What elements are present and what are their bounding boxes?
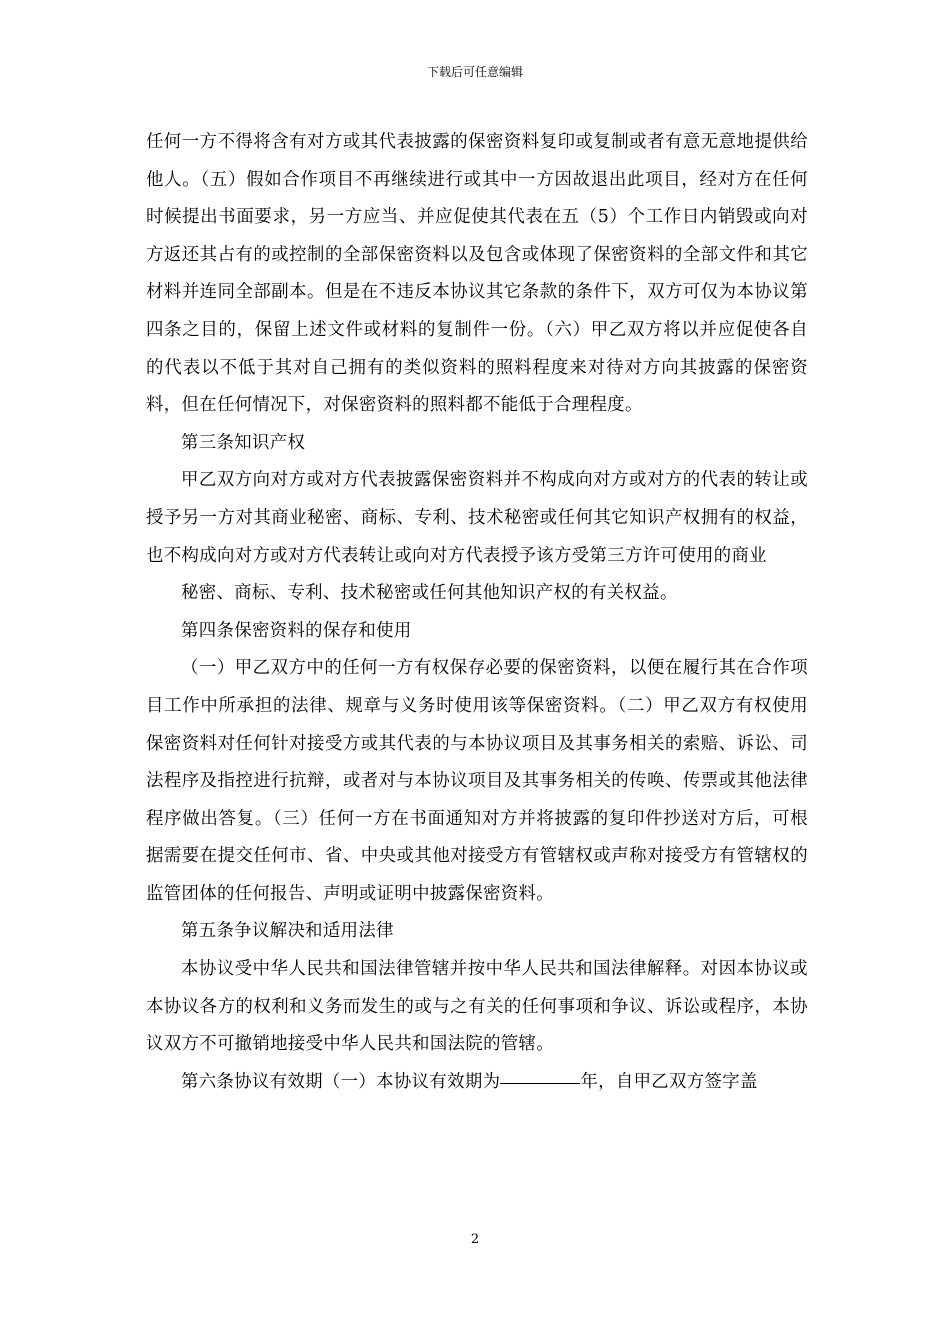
term-text-before: 第六条协议有效期（一）本协议有效期为 (181, 1071, 501, 1092)
page-header: 下载后可任意编辑 (426, 65, 523, 79)
paragraph-term-of-agreement (146, 1064, 808, 1102)
section-heading-article-5: 第五条争议解决和适用法律 (181, 921, 394, 942)
blank-underline (500, 1082, 580, 1084)
term-text-after: 年，自甲乙双方签字盖 (580, 1071, 758, 1092)
section-heading-article-4: 第四条保密资料的保存和使用 (181, 620, 412, 641)
section-heading-article-3: 第三条知识产权 (181, 432, 306, 453)
paragraph-storage-and-use: （一）甲乙双方中的任何一方有权保存必要的保密资料，以便在履行其在合作项目工作中所承担的法律、规章与义务时使用该等保密资料。（二）甲乙双方有权使用保密资料对任何针对接受方或其代表的与本协议项目及其事务相关的索赔、诉讼、司法程序及指控进行抗辩，或者对与本协议项目及其事务相关的传唤、传票或其他法律程序做出答复。（三）任何一方在书面通知对方并将披露的复印件抄送对方后，可根据需要在提交任何市、省、中央或其他对接受方有管辖权或声称对接受方有管辖权的监管团体的任何报告、声明或证明中披露保密资料。 (146, 658, 808, 904)
document-body (146, 124, 808, 1101)
paragraph-confidential-return: 任何一方不得将含有对方或其代表披露的保密资料复印或复制或者有意无意地提供给他人。（五）假如合作项目不再继续进行或其中一方因故退出此项目，经对方在任何时候提出书面要求，另一方应当、并应促使其代表在五（5）个工作日内销毁或向对方返还其占有的或控制的全部保密资料以及包含或体现了保密资料的全部文件和其它材料并连同全部副本。但是在不违反本协议其它条款的条件下，双方可仅为本协议第四条之目的，保留上述文件或材料的复制件一份。（六）甲乙双方将以并应促使各自的代表以不低于其对自己拥有的类似资料的照料程度来对待对方向其披露的保密资料，但在任何情况下，对保密资料的照料都不能低于合理程度。 (146, 132, 808, 416)
paragraph-intellectual-property-cont: 秘密、商标、专利、技术秘密或任何其他知识产权的有关权益。 (181, 583, 678, 604)
page-number: 2 (470, 1232, 480, 1247)
paragraph-intellectual-property: 甲乙双方向对方或对方代表披露保密资料并不构成向对方或对方的代表的转让或授予另一方对其商业秘密、商标、专利、技术秘密或任何其它知识产权拥有的权益，也不构成向对方或对方代表转让或向对方代表授予该方受第三方许可使用的商业 (146, 470, 808, 566)
paragraph-dispute-resolution: 本协议受中华人民共和国法律管辖并按中华人民共和国法律解释。对因本协议或本协议各方的权利和义务而发生的或与之有关的任何事项和争议、诉讼或程序，本协议双方不可撤销地接受中华人民共和国法院的管辖。 (146, 959, 808, 1055)
